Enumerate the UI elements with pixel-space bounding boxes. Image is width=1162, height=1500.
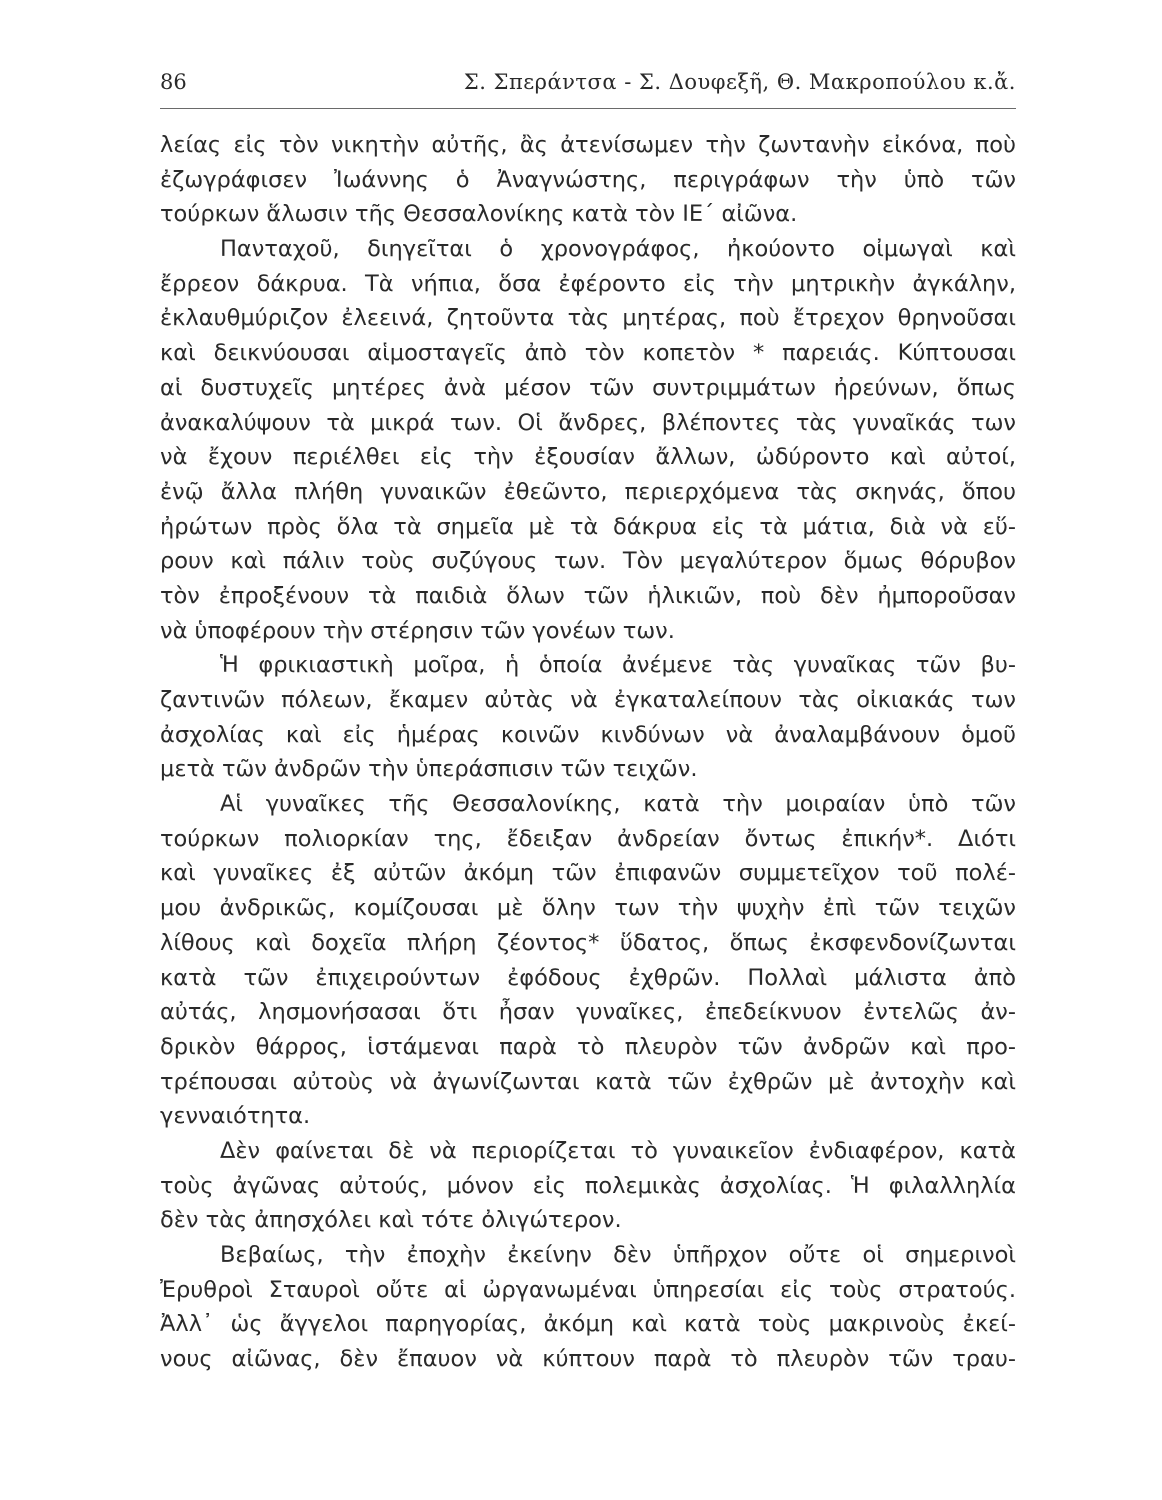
text-line: νὰ ἔχουν περιέλθει εἰς τὴν ἐξουσίαν ἄλλων, ὠδύροντο καὶ αὐτοί, bbox=[160, 444, 1016, 471]
text-line: λείας εἰς τὸν νικητὴν αὐτῆς, ἂς ἀτενίσωμεν τὴν ζωντανὴν εἰκόνα, ποὺ bbox=[160, 132, 1016, 158]
text-line: Αἱ γυναῖκες τῆς Θεσσαλονίκης, κατὰ τὴν μοιραίαν ὑπὸ τῶν bbox=[220, 791, 1016, 818]
page-header bbox=[160, 70, 1016, 104]
body-text bbox=[160, 128, 1016, 1377]
text-line: ἐκλαυθμύριζον ἐλεεινά, ζητοῦντα τὰς μητέρας, ποὺ ἔτρεχον θρηνοῦσαι bbox=[160, 305, 1016, 332]
text-line: ρουν καὶ πάλιν τοὺς συζύγους των. Τὸν μεγαλύτερον ὅμως θόρυβον bbox=[160, 548, 1016, 575]
text-line: ἔρρεον δάκρυα. Τὰ νήπια, ὅσα ἐφέροντο εἰς τὴν μητρικὴν ἀγκάλην, bbox=[160, 270, 1016, 297]
text-line: τρέπουσαι αὐτοὺς νὰ ἀγωνίζωνται κατὰ τῶν ἐχθρῶν μὲ ἀντοχὴν καὶ bbox=[160, 1068, 1016, 1095]
text-line: λίθους καὶ δοχεῖα πλήρη ζέοντος* ὕδατος, ὅπως ἐκσφενδονίζωνται bbox=[160, 929, 1016, 956]
text-line: ἀσχολίας καὶ εἰς ἡμέρας κοινῶν κινδύνων νὰ ἀναλαμβάνουν ὁμοῦ bbox=[160, 721, 1016, 748]
text-line: ἀνακαλύψουν τὰ μικρά των. Οἱ ἄνδρες, βλέποντες τὰς γυναῖκάς των bbox=[160, 409, 1016, 436]
text-line: γενναιότητα. bbox=[160, 1103, 311, 1130]
text-line: τοὺς ἀγῶνας αὐτούς, μόνον εἰς πολεμικὰς ἀσχολίας. Ἡ φιλαλληλία bbox=[160, 1172, 1016, 1199]
running-head: Σ. Σπεράντσα - Σ. Δουφεξῆ, Θ. Μακροπούλου κ.ἄ. bbox=[463, 70, 1016, 94]
text-line: νους αἰῶνας, δὲν ἔπαυον νὰ κύπτουν παρὰ τὸ πλευρὸν τῶν τραυ- bbox=[160, 1346, 1016, 1373]
text-line: Δὲν φαίνεται δὲ νὰ περιορίζεται τὸ γυναικεῖον ἐνδιαφέρον, κατὰ bbox=[220, 1137, 1016, 1164]
text-line: αὐτάς, λησμονήσασαι ὅτι ἦσαν γυναῖκες, ἐπεδείκνυον ἐντελῶς ἀν- bbox=[160, 999, 1016, 1026]
text-line: Ἡ φρικιαστικὴ μοῖρα, ἡ ὁποία ἀνέμενε τὰς γυναῖκας τῶν βυ- bbox=[220, 652, 1016, 679]
text-line: τούρκων ἅλωσιν τῆς Θεσσαλονίκης κατὰ τὸν ΙΕ΄ αἰῶνα. bbox=[160, 201, 798, 228]
text-line: καὶ γυναῖκες ἐξ αὐτῶν ἀκόμη τῶν ἐπιφανῶν συμμετεῖχον τοῦ πολέ- bbox=[160, 860, 1016, 887]
text-line: Ἀλλ᾽ ὡς ἄγγελοι παρηγορίας, ἀκόμη καὶ κατὰ τοὺς μακρινοὺς ἐκεί- bbox=[160, 1311, 1016, 1338]
text-line: Βεβαίως, τὴν ἐποχὴν ἐκείνην δὲν ὑπῆρχον οὔτε οἱ σημερινοὶ bbox=[220, 1242, 1016, 1268]
text-line: νὰ ὑποφέρουν τὴν στέρησιν τῶν γονέων των. bbox=[160, 617, 675, 644]
text-line: μου ἀνδρικῶς, κομίζουσαι μὲ ὅλην των τὴν ψυχὴν ἐπὶ τῶν τειχῶν bbox=[160, 895, 1016, 922]
text-line: ζαντινῶν πόλεων, ἔκαμεν αὐτὰς νὰ ἐγκαταλείπουν τὰς οἰκιακάς των bbox=[160, 687, 1016, 713]
text-line: ἐζωγράφισεν Ἰωάννης ὁ Ἀναγνώστης, περιγράφων τὴν ὑπὸ τῶν bbox=[160, 166, 1016, 193]
page-number: 86 bbox=[160, 70, 187, 94]
text-line: αἱ δυστυχεῖς μητέρες ἀνὰ μέσον τῶν συντριμμάτων ἠρεύνων, ὅπως bbox=[160, 374, 1016, 401]
text-line: καὶ δεικνύουσαι αἱμοσταγεῖς ἀπὸ τὸν κοπετὸν * παρειάς. Κύπτουσαι bbox=[160, 340, 1016, 367]
text-line: ἐνῷ ἄλλα πλήθη γυναικῶν ἐθεῶντο, περιερχόμενα τὰς σκηνάς, ὅπου bbox=[160, 478, 1016, 505]
text-line: ἠρώτων πρὸς ὅλα τὰ σημεῖα μὲ τὰ δάκρυα εἰς τὰ μάτια, διὰ νὰ εὕ- bbox=[160, 513, 1016, 540]
text-line: τὸν ἐπροξένουν τὰ παιδιὰ ὅλων τῶν ἡλικιῶν, ποὺ δὲν ἠμποροῦσαν bbox=[160, 582, 1016, 609]
text-line: Ἐρυθροὶ Σταυροὶ οὔτε αἱ ὠργανωμέναι ὑπηρεσίαι εἰς τοὺς στρατούς. bbox=[160, 1276, 1016, 1303]
text-line: μετὰ τῶν ἀνδρῶν τὴν ὑπεράσπισιν τῶν τειχῶν. bbox=[160, 756, 698, 783]
text-line: δρικὸν θάρρος, ἱστάμεναι παρὰ τὸ πλευρὸν τῶν ἀνδρῶν καὶ προ- bbox=[160, 1033, 1016, 1060]
text-line: Πανταχοῦ, διηγεῖται ὁ χρονογράφος, ἠκούοντο οἰμωγαὶ καὶ bbox=[220, 236, 1016, 263]
header-rule bbox=[160, 108, 1016, 109]
text-line: δὲν τὰς ἀπησχόλει καὶ τότε ὀλιγώτερον. bbox=[160, 1207, 622, 1234]
text-line: κατὰ τῶν ἐπιχειρούντων ἐφόδους ἐχθρῶν. Πολλαὶ μάλιστα ἀπὸ bbox=[160, 964, 1016, 991]
text-line: τούρκων πολιορκίαν της, ἔδειξαν ἀνδρείαν ὄντως ἐπικήν*. Διότι bbox=[160, 825, 1016, 852]
